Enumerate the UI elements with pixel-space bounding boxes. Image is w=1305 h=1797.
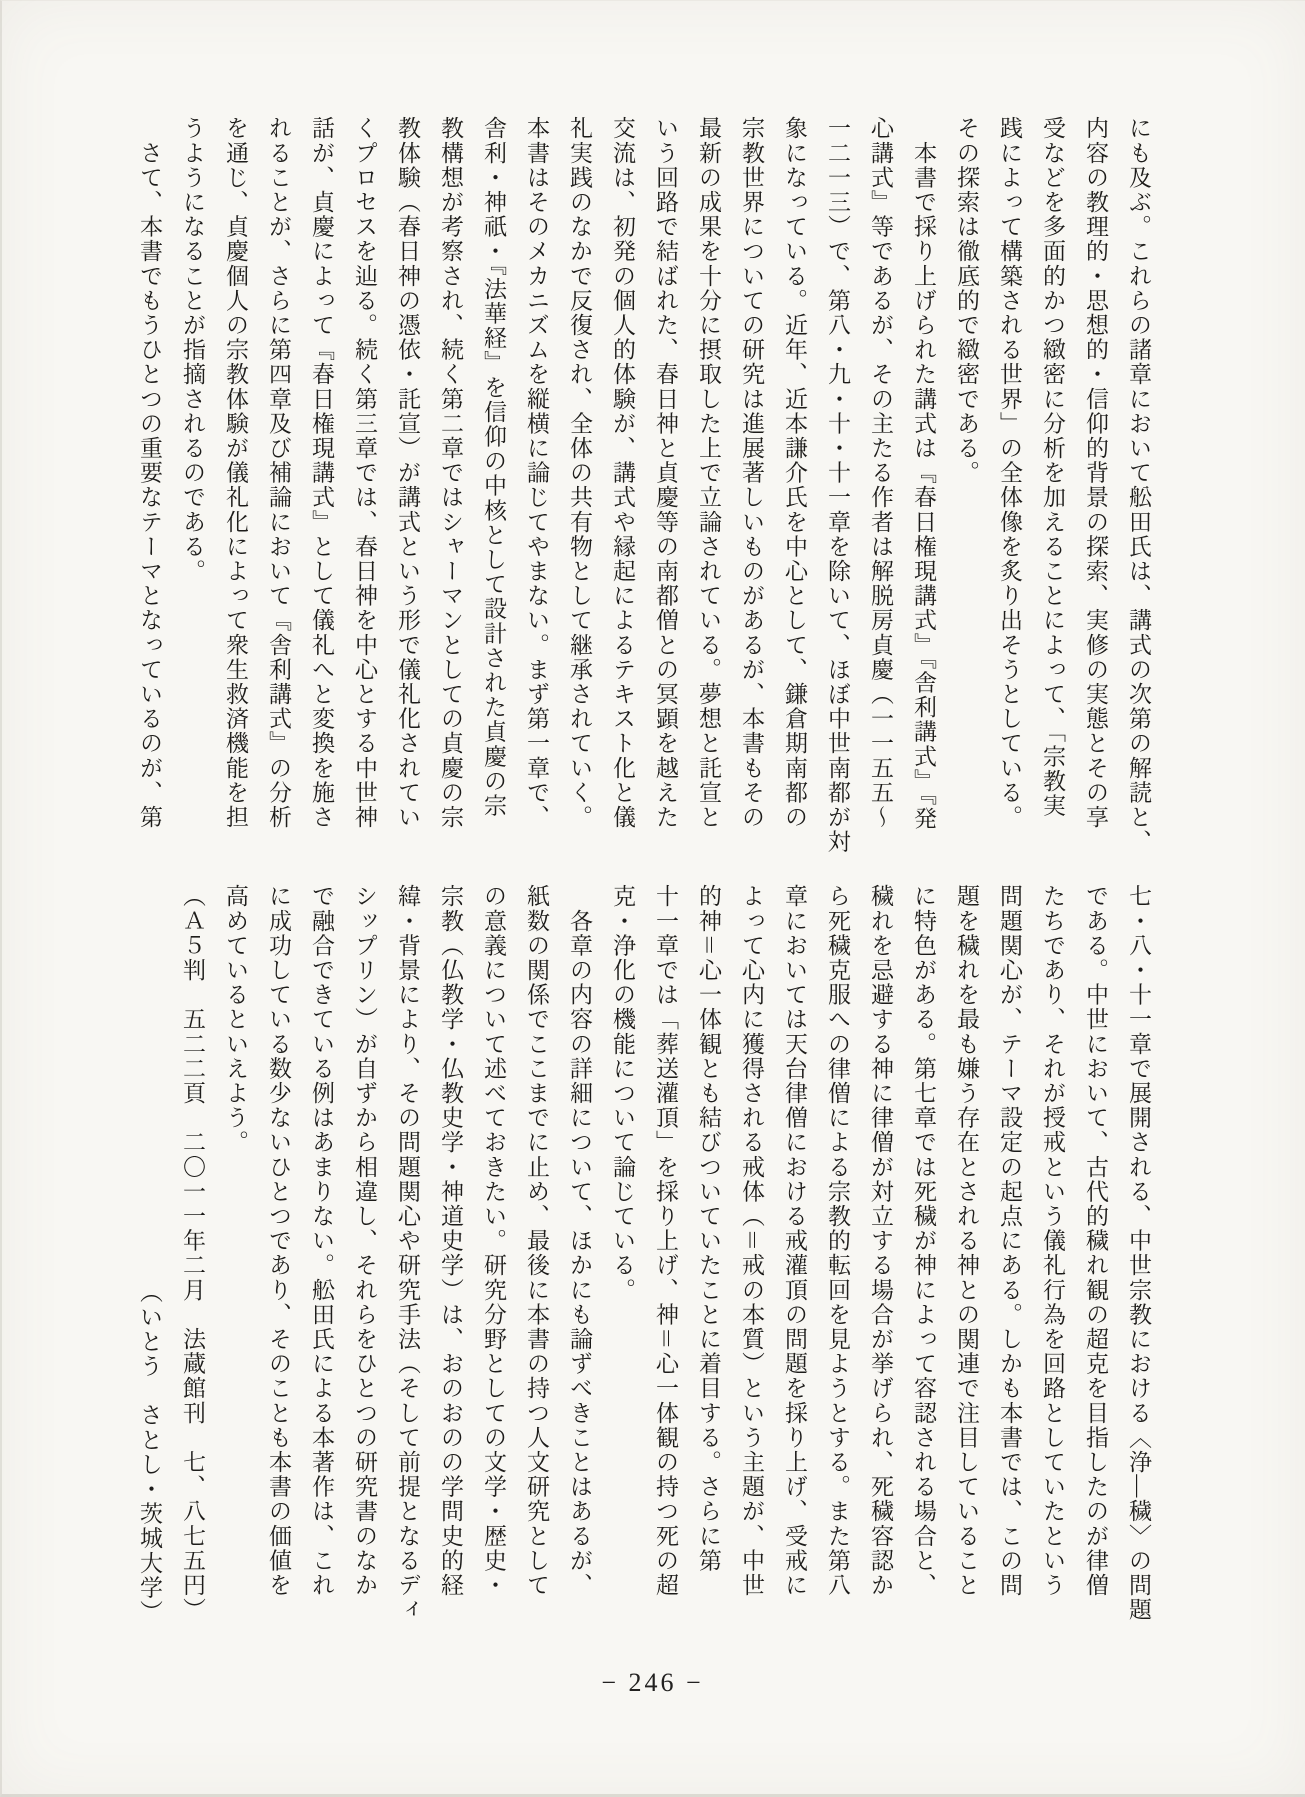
text-column: （いとう さとし・茨城大学） (137, 1279, 162, 1624)
text-column: 問題関心が、テーマ設定の起点にある。しかも本書では、この問 (997, 884, 1022, 1598)
text-column: 宗教（仏教学・仏教史学・神道史学）は、おのおのの学問史的経 (438, 884, 463, 1598)
text-column: にも及ぶ。これらの諸章において舩田氏は、講式の次第の解読と、 (1126, 116, 1151, 854)
text-column: 交流は、初発の個人的体験が、講式や縁起によるテキスト化と儀 (610, 116, 635, 830)
text-column: 本書はそのメカニズムを縦横に論じてやまない。まず第一章で、 (524, 116, 549, 830)
text-column: 穢れを忌避する神に律僧が対立する場合が挙げられ、死穢容認か (868, 884, 893, 1598)
text-column: 紙数の関係でここまでに止め、最後に本書の持つ人文研究として (524, 884, 549, 1598)
text-column: 一二一三）で、第八・九・十・十一章を除いて、ほぼ中世南都が対 (825, 116, 850, 854)
text-column: れることが、さらに第四章及び補論において『舎利講式』の分析 (266, 116, 291, 830)
text-column: の意義について述べておきたい。研究分野としての文学・歴史・ (481, 884, 506, 1598)
text-column: 礼実践のなかで反復され、全体の共有物として継承されていく。 (567, 116, 592, 830)
text-column: たちであり、それが授戒という儀礼行為を回路としていたという (1040, 884, 1065, 1598)
text-column: 高めているといえよう。 (223, 884, 248, 1155)
text-column: 教構想が考察され、続く第二章ではシャーマンとしての貞慶の宗 (438, 116, 463, 830)
text-column: 緯・背景により、その問題関心や研究手法（そして前提となるディ (395, 884, 420, 1622)
text-column: 的神＝心一体観とも結びついていたことに着目する。さらに第 (696, 884, 721, 1573)
text-column: 克・浄化の機能について論じている。 (610, 884, 635, 1303)
text-column: （Ａ５判 五二二頁 二〇一一年二月 法蔵館刊 七、八七五円） (180, 884, 205, 1622)
text-column: 題を穢れを最も嫌う存在とされる神との関連で注目していること (954, 884, 979, 1598)
text-column: その探索は徹底的で緻密である。 (954, 116, 979, 485)
text-column: 教体験（春日神の憑依・託宣）が講式という形で儀礼化されてい (395, 116, 420, 830)
text-column: さて、本書でもうひとつの重要なテーマとなっているのが、第 (137, 116, 162, 830)
text-column: 受などを多面的かつ緻密に分析を加えることによって、「宗教実 (1040, 116, 1065, 818)
text-column: 七・八・十一章で展開される、中世宗教における〈浄―穢〉の問題 (1126, 884, 1151, 1622)
text-column: 十一章では「葬送灌頂」を採り上げ、神＝心一体観の持つ死の超 (653, 884, 678, 1598)
text-column: 宗教世界についての研究は進展著しいものがあるが、本書もその (739, 116, 764, 830)
text-column: 践によって構築される世界」の全体像を炙り出そうとしている。 (997, 116, 1022, 830)
text-column: に成功している数少ないひとつであり、そのことも本書の価値を (266, 884, 291, 1598)
page-number: − 246 − (601, 1668, 704, 1697)
text-column: 最新の成果を十分に摂取した上で立論されている。夢想と託宣と (696, 116, 721, 830)
text-column: 各章の内容の詳細について、ほかにも論ずべきことはあるが、 (567, 884, 592, 1598)
text-column: 話が、貞慶によって『春日権現講式』として儀礼へと変換を施さ (309, 116, 334, 830)
text-column: を通じ、貞慶個人の宗教体験が儀礼化によって衆生救済機能を担 (223, 116, 248, 830)
text-column: シップリン）が自ずから相違し、それらをひとつの研究書のなか (352, 884, 377, 1598)
text-column: 象になっている。近年、近本謙介氏を中心として、鎌倉期南都の (782, 116, 807, 830)
text-column: に特色がある。第七章では死穢が神によって容認される場合と、 (911, 884, 936, 1598)
text-column: である。中世において、古代的穢れ観の超克を目指したのが律僧 (1083, 884, 1108, 1598)
text-column: よって心内に獲得される戒体（＝戒の本質）という主題が、中世 (739, 884, 764, 1598)
review-text-block-bottom (128, 884, 1160, 1624)
text-column: いう回路で結ばれた、春日神と貞慶等の南都僧との冥顕を越えた (653, 116, 678, 830)
text-column: 舎利・神祇・『法華経』を信仰の中核として設計された貞慶の宗 (481, 116, 506, 818)
text-column: 心講式』等であるが、その主たる作者は解脱房貞慶（一一五五〜 (868, 116, 893, 830)
text-column: 内容の教理的・思想的・信仰的背景の探索、実修の実態とその享 (1083, 116, 1108, 830)
text-column: 本書で採り上げられた講式は『春日権現講式』『舎利講式』『発 (911, 116, 936, 831)
text-column: くプロセスを辿る。続く第三章では、春日神を中心とする中世神 (352, 116, 377, 830)
text-column: で融合できている例はあまりない。舩田氏による本著作は、これ (309, 884, 334, 1598)
text-column: 章においては天台律僧における戒灌頂の問題を採り上げ、受戒に (782, 884, 807, 1598)
text-column: うようになることが指摘されるのである。 (180, 116, 205, 584)
review-text-block-top (128, 116, 1160, 856)
text-column: ら死穢克服への律僧による宗教的転回を見ようとする。また第八 (825, 884, 850, 1598)
